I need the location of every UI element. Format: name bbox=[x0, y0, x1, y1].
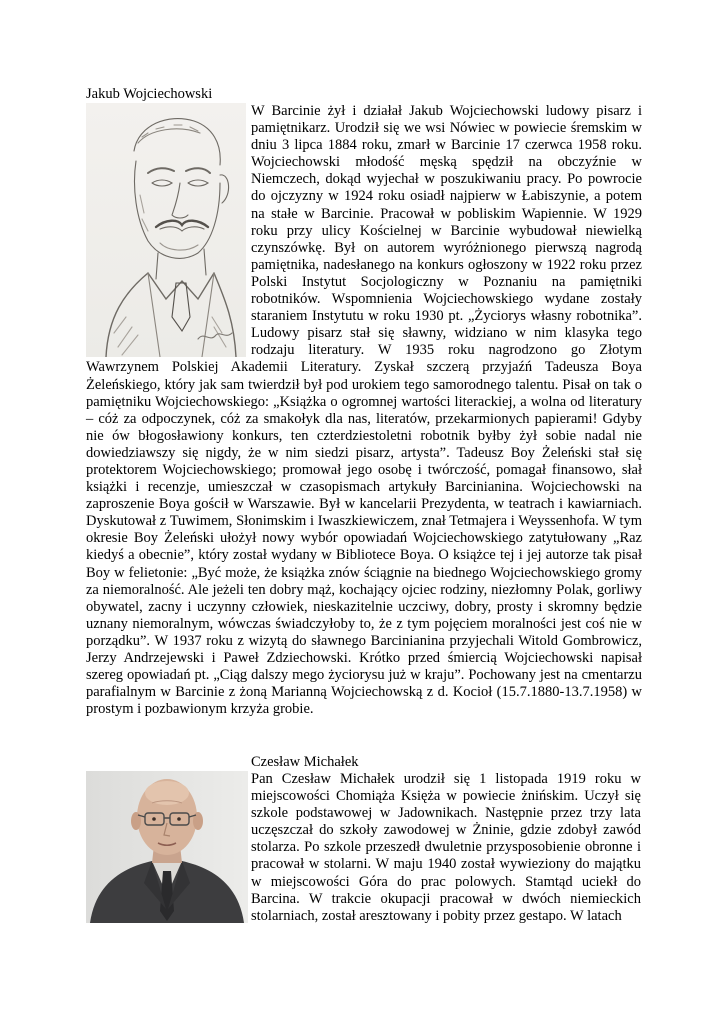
portrait-photo-drawing bbox=[86, 771, 248, 923]
biography-text: W Barcinie żył i działał Jakub Wojciechowski ludowy pisarz i pamiętnikarz. Urodził się we wsi Nówiec w powiecie śremskim w dniu 3 lipca 1884 roku, zmarł w Barcinie 17 czerwca 1958 roku. Wojciechowski młodość męską spędził na obczyźnie w Niemczech, dokąd wyjechał w poszukiwaniu pracy. Po powrocie do ojczyzny w 1924 roku osiadł najpierw w Łabiszynie, a potem na stałe w Barcinie. Pracował w pobliskim Wapiennie. W 1929 roku przy ulicy Kościelnej w Barcinie wybudował niewielką czynszówkę. Był on autorem wyróżnionego pierwszą nagrodą pamiętnika, nadesłanego na konkurs ogłoszony w 1922 roku przez Polski Instytut Socjologiczny w Poznaniu na pamiętniki robotników. Wspomnienia Wojciechowskiego wydane zostały staraniem Instytutu w roku 1930 pt. „Życiorys własny robotnika”. Ludowy pisarz stał się sławny, widziano w nim klasyka tego rodzaju literatury. W 1935 roku nagrodzono go Złotym Wawrzynem Polskiej Akademii Literatury. Zyskał szczerą przyjaźń Tadeusza Boya Żeleńskiego, który jak sam twierdził był pod urokiem tego samorodnego talentu. Pisał on tak o pamiętniku Wojciechowskiego: „Książka o ogromnej wartości literackiej, a wolna od literatury – cóż za odpoczynek, cóż za smakołyk dla nas, literatów, przekarmionych papierami! Gdyby nie ów błogosławiony konkurs, ten czterdziestoletni robotnik byłby żył sobie nadal nie dowiedziawszy się nigdy, że w nim siedzi pisarz, artysta”. Tadeusz Boy Żeleński stał się protektorem Wojciechowskiego; promował jego osobę i twórczość, pomagał finansowo, słał książki i recenzje, umieszczał w czasopismach artykuły Barcinianina. Wojciechowski na zaproszenie Boya gościł w Warszawie. Był w kancelarii Prezydenta, w teatrach i kawiarniach. Dyskutował z Tuwimem, Słonimskim i Iwaszkiewiczem, znał Tetmajera i Weyssenhofa. W tym okresie Boy Żeleński ułożył nowy wybór opowiadań Wojciechowskiego zatytułowany „Raz kiedyś a obecnie”, który został wydany w Bibliotece Boya. O książce tej i jej autorze tak pisał Boy w felietonie: „Być może, że książka znów ściągnie na biednego Wojciechowskiego gromy za niemoralność. Ale jeżeli ten dobry mąż, kochający ojciec rodziny, niezłomny Polak, gorliwy obywatel, zacny i uczynny człowiek, nieskazitelnie uczciwy, dobry, prosty i skromny będzie uznany niemoralnym, wówczas świadczyłoby to, że z tym pojęciem moralności jest coś nie w porządku”. W 1937 roku z wizytą do sławnego Barcinianina przyjechali Witold Gombrowicz, Jerzy Andrzejewski i Paweł Zdziechowski. Krótko przed śmiercią Wojciechowski napisał szereg opowiadań pt. „Ciąg dalszy mego życiorysu już w kraju”. Pochowany jest na cmentarzu parafialnym w Barcinie z żoną Marianną Wojciechowską z d. Kocioł (15.7.1880-13.7.1958) w prostym i pozbawionym krzyża grobie. bbox=[86, 103, 642, 718]
person-name-heading: Jakub Wojciechowski bbox=[86, 86, 213, 102]
biography-paragraph-2: Pan Czesław Michałek urodził się 1 listopada 1919 roku w miejscowości Chomiąża Księża w powiecie żnińskim. Uczył się szkole podstawowej w Jadownikach. Następnie przez trzy lata uczęszczał do szkoły zawodowej w Żninie, gdzie zdobył zawód stolarza. Po szkole przeszedł dwuletnie przysposobienie obronne i pracował w stolarni. W maju 1940 został wywieziony do majątku w miejscowości Góra do prac polowych. Stamtąd uciekł do Barcina. W trakcie okupacji pracował w dwóch niemieckich stolarniach, został aresztowany i pobity przez gestapo. W latach bbox=[251, 771, 641, 924]
person-name-heading-2: Czesław Michałek bbox=[251, 754, 359, 770]
photo-portrait-image bbox=[86, 771, 248, 923]
biography-paragraph bbox=[86, 103, 642, 718]
portrait-text-wrap-spacer bbox=[86, 103, 251, 357]
